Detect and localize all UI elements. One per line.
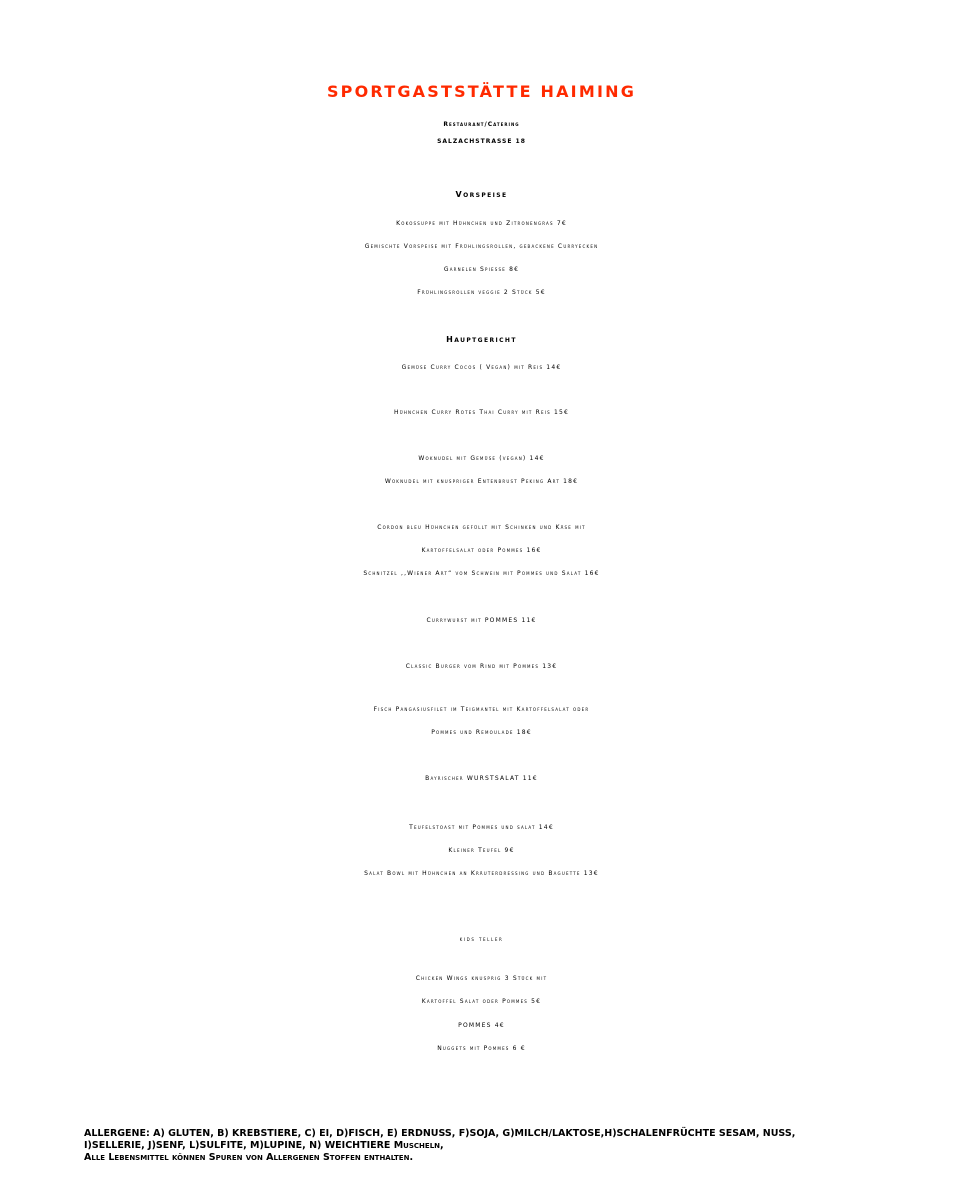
restaurant-title: SPORTGASTSTÄTTE HAIMING (326, 82, 637, 101)
vorspeise-heading: Vorspeise (455, 190, 508, 199)
restaurant-subtitle: Restaurant/Catering (443, 121, 520, 128)
menu-item: Nuggets mit Pommes 6 € (437, 1045, 526, 1052)
menu-item: Gemüse Curry Cocos ( Vegan) mit Reis 14€ (401, 364, 562, 371)
menu-item: Kartoffelsalat oder Pommes 16€ (421, 547, 542, 554)
hauptgericht-heading: Hauptgericht (446, 335, 517, 344)
menu-item: Schnitzel ,,Wiener Art“ vom Schwein mit Pommes und Salat 16€ (363, 570, 600, 577)
menu-item: Bayrischer WURSTSALAT 11€ (425, 775, 538, 782)
allergen-disclaimer: Alle Lebensmittel können Spuren von Allergenen Stoffen enthalten. (84, 1152, 414, 1163)
menu-item: Salat Bowl mit Hühnchen an Kräuterdressing und Baguette 13€ (364, 870, 599, 877)
menu-item: Garnelen Spiesse 8€ (443, 266, 520, 273)
menu-item: Fisch Pangasiusfilet im Teigmantel mit Kartoffelsalat oder (373, 706, 590, 713)
menu-item: Woknudel mit knuspriger Entenbrust Peking Art 18€ (384, 478, 579, 485)
menu-item: Frühlingsrollen veggie 2 Stück 5€ (417, 289, 546, 296)
restaurant-address: SALZACHSTRASSE 18 (437, 138, 526, 145)
menu-item: Hühnchen Curry Rotes Thai Curry mit Reis 15€ (394, 409, 569, 416)
menu-item: Kartoffel Salat oder Pommes 5€ (421, 998, 542, 1005)
menu-item: Cordon bleu Hühnchen gefüllt mit Schinken und Käse mit (377, 524, 586, 531)
menu-item: Woknudel mit Gemüse (vegan) 14€ (418, 455, 545, 462)
allergen-note: ALLERGENE: A) GLUTEN, B) KREBSTIERE, C) EI, D)FISCH, E) ERDNUSS, F)SOJA, G)MILCH/LAKTOSE,H)SCHALENFRÜCHTE SESAM, NUSS, (84, 1128, 796, 1139)
menu-item: Chicken Wings knusprig 3 Stück mit (415, 975, 548, 982)
menu-item: Classic Burger vom Rind mit Pommes 13€ (405, 663, 558, 670)
menu-item: Teufelstoast mit Pommes und salat 14€ (409, 824, 554, 831)
menu-item: Pommes und Remoulade 18€ (431, 729, 532, 736)
menu-item: Kleiner Teufel 9€ (448, 847, 515, 854)
kids-heading: kids teller (459, 936, 504, 943)
allergen-note: I)SELLERIE, J)SENF, L)SULFITE, M)LUPINE, N) WEICHTIERE Muscheln, (84, 1140, 444, 1151)
menu-item: Gemischte Vorspeise mit Frühlingsrollen, gebackene Curryecken (364, 243, 599, 250)
menu-item: Currywurst mit POMMES 11€ (426, 617, 537, 624)
menu-item: Kokossuppe mit Hühnchen und Zitronengras 7€ (396, 220, 567, 227)
menu-item: POMMES 4€ (458, 1022, 505, 1029)
